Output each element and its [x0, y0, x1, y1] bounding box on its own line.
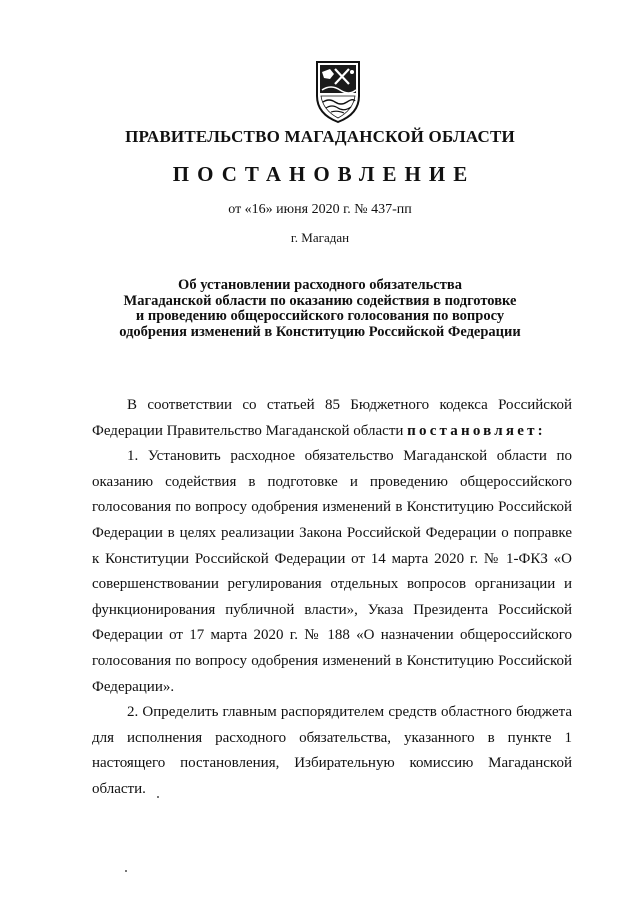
scan-speck [157, 796, 159, 798]
document-city: г. Магадан [290, 230, 350, 245]
preamble-paragraph [92, 393, 572, 444]
item-2-paragraph: 2. Определить главным распорядителем средств областного бюджета для исполнения расходного обязательства, указанного в пункте 1 настоящего постановления, Избирательную комиссию Магаданской области. [92, 704, 572, 797]
title-line: Магаданской области по оказанию содействия в подготовке [123, 292, 517, 309]
title-line: одобрения изменений в Конституцию Российской Федерации [119, 323, 521, 340]
coat-of-arms-emblem [313, 60, 363, 124]
document-date-number: от «16» июня 2020 г. № 437-пп [228, 202, 412, 217]
document-type: ПОСТАНОВЛЕНИЕ [172, 162, 476, 186]
preamble-action-word: постановляет: [407, 422, 546, 439]
document-body [92, 393, 572, 803]
title-line: Об установлении расходного обязательства [178, 277, 462, 293]
document-title [0, 278, 640, 340]
organization-name: ПРАВИТЕЛЬСТВО МАГАДАНСКОЙ ОБЛАСТИ [125, 127, 515, 146]
title-line: и проведению общероссийского голосования по вопросу [135, 308, 505, 324]
scan-speck [125, 870, 127, 872]
preamble-text: В соответствии со статьей 85 Бюджетного кодекса Российской Федерации Правительство Магаданской области [92, 397, 572, 439]
item-1-paragraph: 1. Установить расходное обязательство Магаданской области по оказанию содействия в подготовке и проведению общероссийского голосования по вопросу одобрения изменений в Конституцию Российской Федерации в целях реализации Закона Российской Федерации о поправке к Конституции Российской Федерации от 14 марта 2020 г. № 1-ФКЗ «О совершенствовании регулирования отдельных вопросов организации и функционирования публичной власти», Указа Президента Российской Федерации от 17 марта 2020 г. № 188 «О назначении общероссийского голосования по вопросу одобрения изменений в Конституцию Российской Федерации». [92, 448, 572, 695]
